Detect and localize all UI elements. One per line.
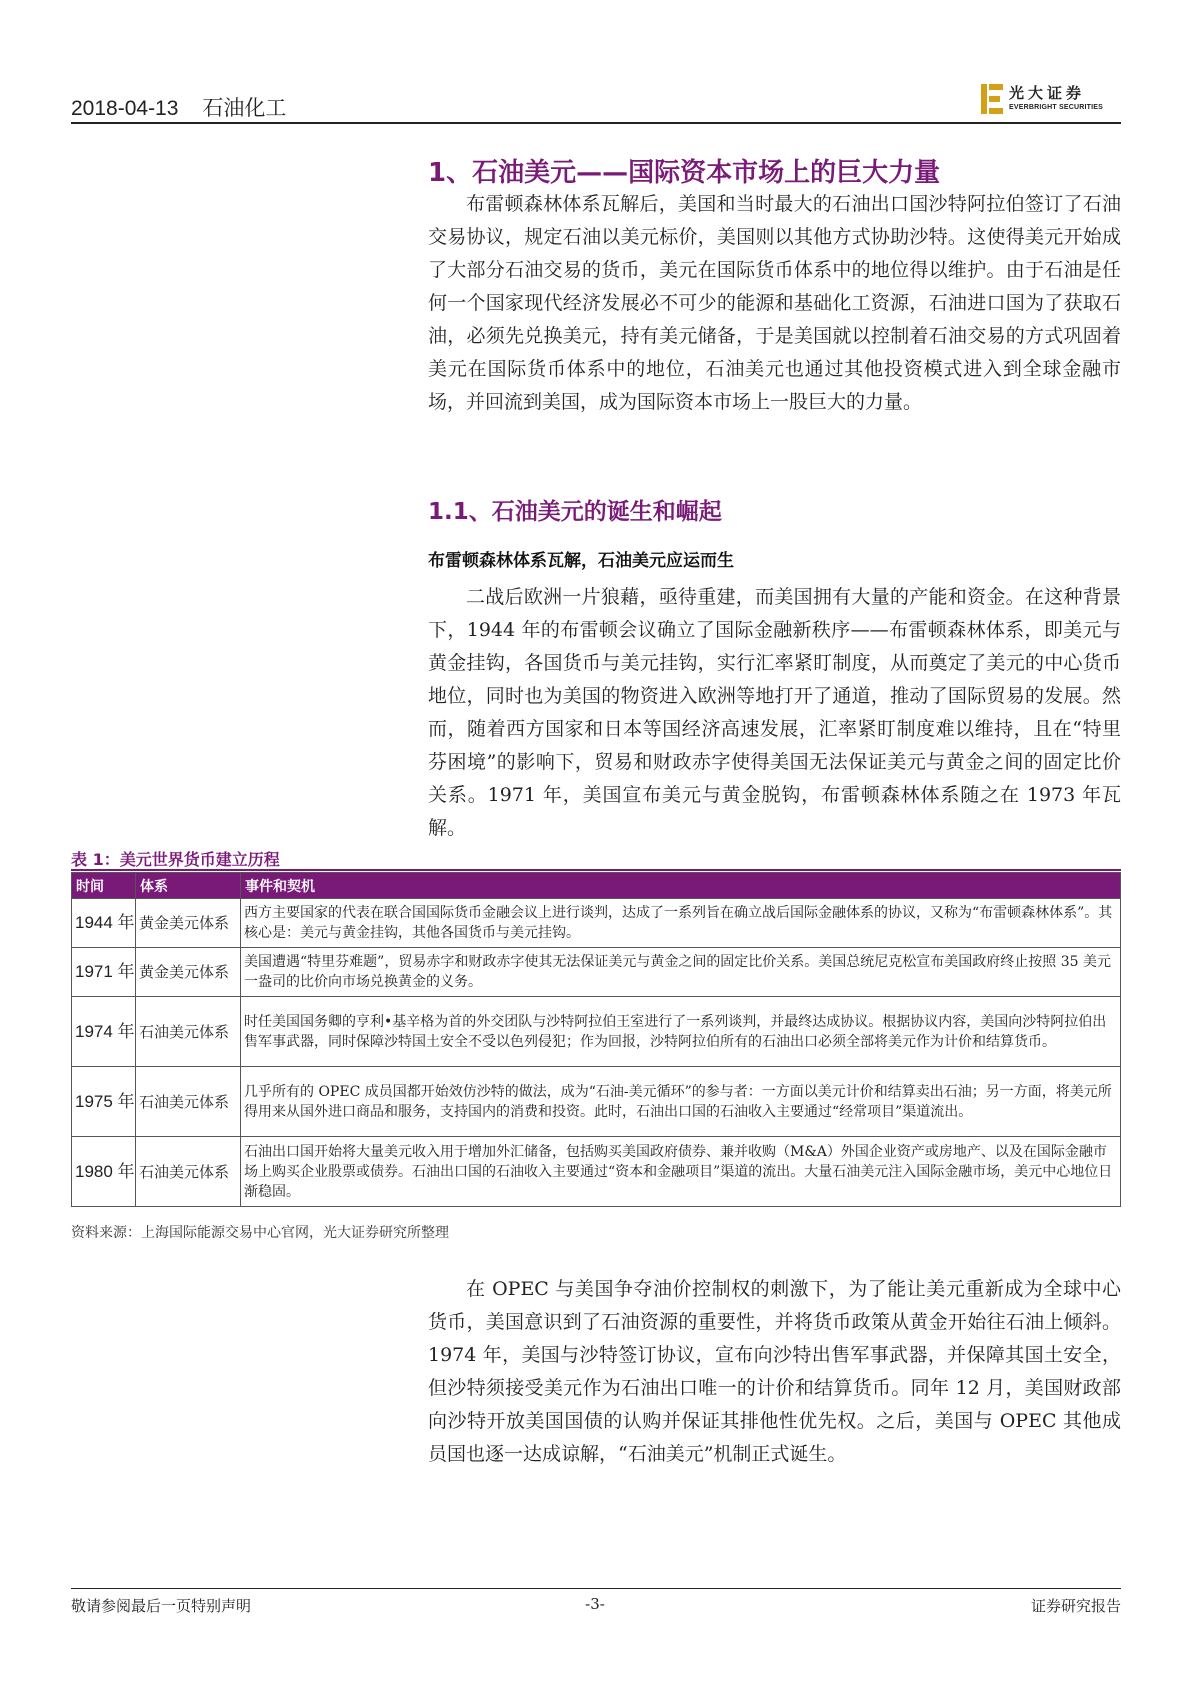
closing-paragraph: 在 OPEC 与美国争夺油价控制权的刺激下，为了能让美元重新成为全球中心货币，美国意识到了石油资源的重要性，并将货币政策从黄金开始往石油上倾斜。1974 年，美国与沙特签订协议，宣布向沙特出售军事武器，并保障其国土安全，但沙特须接受美元作为石油出口唯一的计价和结算货币。同年 12 月，美国财政部向沙特开放美国国债的认购并保证其排他性优先权。之后，美国与 OPEC 其他成员国也逐一达成谅解，“石油美元”机制正式诞生。 [428,1278,1121,1465]
logo-chinese-name: 光大证券 [1009,84,1086,102]
row-event: 西方主要国家的代表在联合国国际货币金融会议上进行谈判，达成了一系列旨在确立战后国际金融体系的协议，又称为“布雷顿森林体系”。其核心是：美元与黄金挂钩，其他各国货币与美元挂钩。 [241,899,1121,948]
section-1-1-paragraph: 二战后欧洲一片狼藉，亟待重建，而美国拥有大量的产能和资金。在这种背景下，1944 年的布雷顿会议确立了国际金融新秩序——布雷顿森林体系，即美元与黄金挂钩，各国货币与美元挂钩，实行汇率紧盯制度，从而奠定了美元的中心货币地位，同时也为美国的物资进入欧洲等地打开了通道，推动了国际贸易的发展。然而，随着西方国家和日本等国经济高速发展，汇率紧盯制度难以维持，且在“特里芬困境”的影响下，贸易和财政赤字使得美国无法保证美元与黄金之间的固定比价关系。1971 年，美国宣布美元与黄金脱钩，布雷顿森林体系随之在 1973 年瓦解。 [428,586,1121,839]
row-event: 时任美国国务卿的亨利•基辛格为首的外交团队与沙特阿拉伯王室进行了一系列谈判，并最终达成协议。根据协议内容，美国向沙特阿拉伯出售军事武器，同时保障沙特国土安全不受以色列侵犯；作为回报，沙特阿拉伯所有的石油出口必须全部将美元作为计价和结算货币。 [241,997,1121,1067]
row-event: 石油出口国开始将大量美元收入用于增加外汇储备，包括购买美国政府债券、兼并收购（M&A）外国企业资产或房地产、以及在国际金融市场上购买企业股票或债券。石油出口国的石油收入主要通过“资本和金融项目”渠道的流出。大量石油美元注入国际金融市场，美元中心地位日渐稳固。 [241,1137,1121,1207]
row-system: 石油美元体系 [136,1137,241,1207]
row-year: 1944 年 [72,899,136,948]
everbright-logo-icon [981,84,1003,114]
column-header-system: 体系 [136,873,241,899]
page-header [71,82,1121,122]
row-year: 1974 年 [72,997,136,1067]
column-header-event: 事件和契机 [241,873,1121,899]
row-event: 美国遭遇“特里芬难题”，贸易赤字和财政赤字使其无法保证美元与黄金之间的固定比价关系。美国总统尼克松宣布美国政府终止按照 35 美元一盎司的比价向市场兑换黄金的义务。 [241,948,1121,997]
report-date: 2018-04-13 [71,97,179,120]
table-source-note: 资料来源：上海国际能源交易中心官网，光大证券研究所整理 [71,1225,449,1241]
row-year: 1975 年 [72,1067,136,1137]
table-row [72,997,1121,1067]
footer-divider [71,1588,1121,1589]
section-heading-1: 1、石油美元——国际资本市场上的巨大力量 [428,158,941,188]
header-divider [71,122,1121,124]
footer-disclaimer-note: 敬请参阅最后一页特别声明 [71,1597,252,1615]
dollar-history-table [71,872,1121,1207]
row-system: 石油美元体系 [136,997,241,1067]
table-row [72,1137,1121,1207]
row-year: 1980 年 [72,1137,136,1207]
table-header-row [72,873,1121,899]
row-event: 几乎所有的 OPEC 成员国都开始效仿沙特的做法，成为“石油-美元循环”的参与者：一方面以美元计价和结算卖出石油；另一方面，将美元所得用来从国外进口商品和服务，支持国内的消费和投资。此时，石油出口国的石油收入主要通过“经常项目”渠道流出。 [241,1067,1121,1137]
table-row [72,899,1121,948]
subsection-heading: 布雷顿森林体系瓦解，石油美元应运而生 [428,551,734,571]
row-system: 黄金美元体系 [136,899,241,948]
report-category: 石油化工 [202,97,287,120]
section-1-paragraph: 布雷顿森林体系瓦解后，美国和当时最大的石油出口国沙特阿拉伯签订了石油交易协议，规定石油以美元标价，美国则以其他方式协助沙特。这使得美元开始成了大部分石油交易的货币，美元在国际货币体系中的地位得以维护。由于石油是任何一个国家现代经济发展必不可少的能源和基础化工资源，石油进口国为了获取石油，必须先兑换美元，持有美元储备，于是美国就以控制着石油交易的方式巩固着美元在国际货币体系中的地位，石油美元也通过其他投资模式进入到全球金融市场，并回流到美国，成为国际资本市场上一股巨大的力量。 [428,193,1121,413]
logo-english-name: EVERBRIGHT SECURITIES [1009,104,1104,111]
company-logo [981,82,1121,118]
row-system: 石油美元体系 [136,1067,241,1137]
table-row [72,1067,1121,1137]
column-header-time: 时间 [72,873,136,899]
table-title-divider [71,869,1121,871]
table-title: 表 1：美元世界货币建立历程 [71,850,280,869]
footer-report-type: 证券研究报告 [1030,1597,1121,1615]
row-year: 1971 年 [72,948,136,997]
section-heading-1-1: 1.1、石油美元的诞生和崛起 [428,499,722,525]
row-system: 黄金美元体系 [136,948,241,997]
page-number: -3- [585,1595,605,1613]
table-row [72,948,1121,997]
header-meta [71,92,286,122]
